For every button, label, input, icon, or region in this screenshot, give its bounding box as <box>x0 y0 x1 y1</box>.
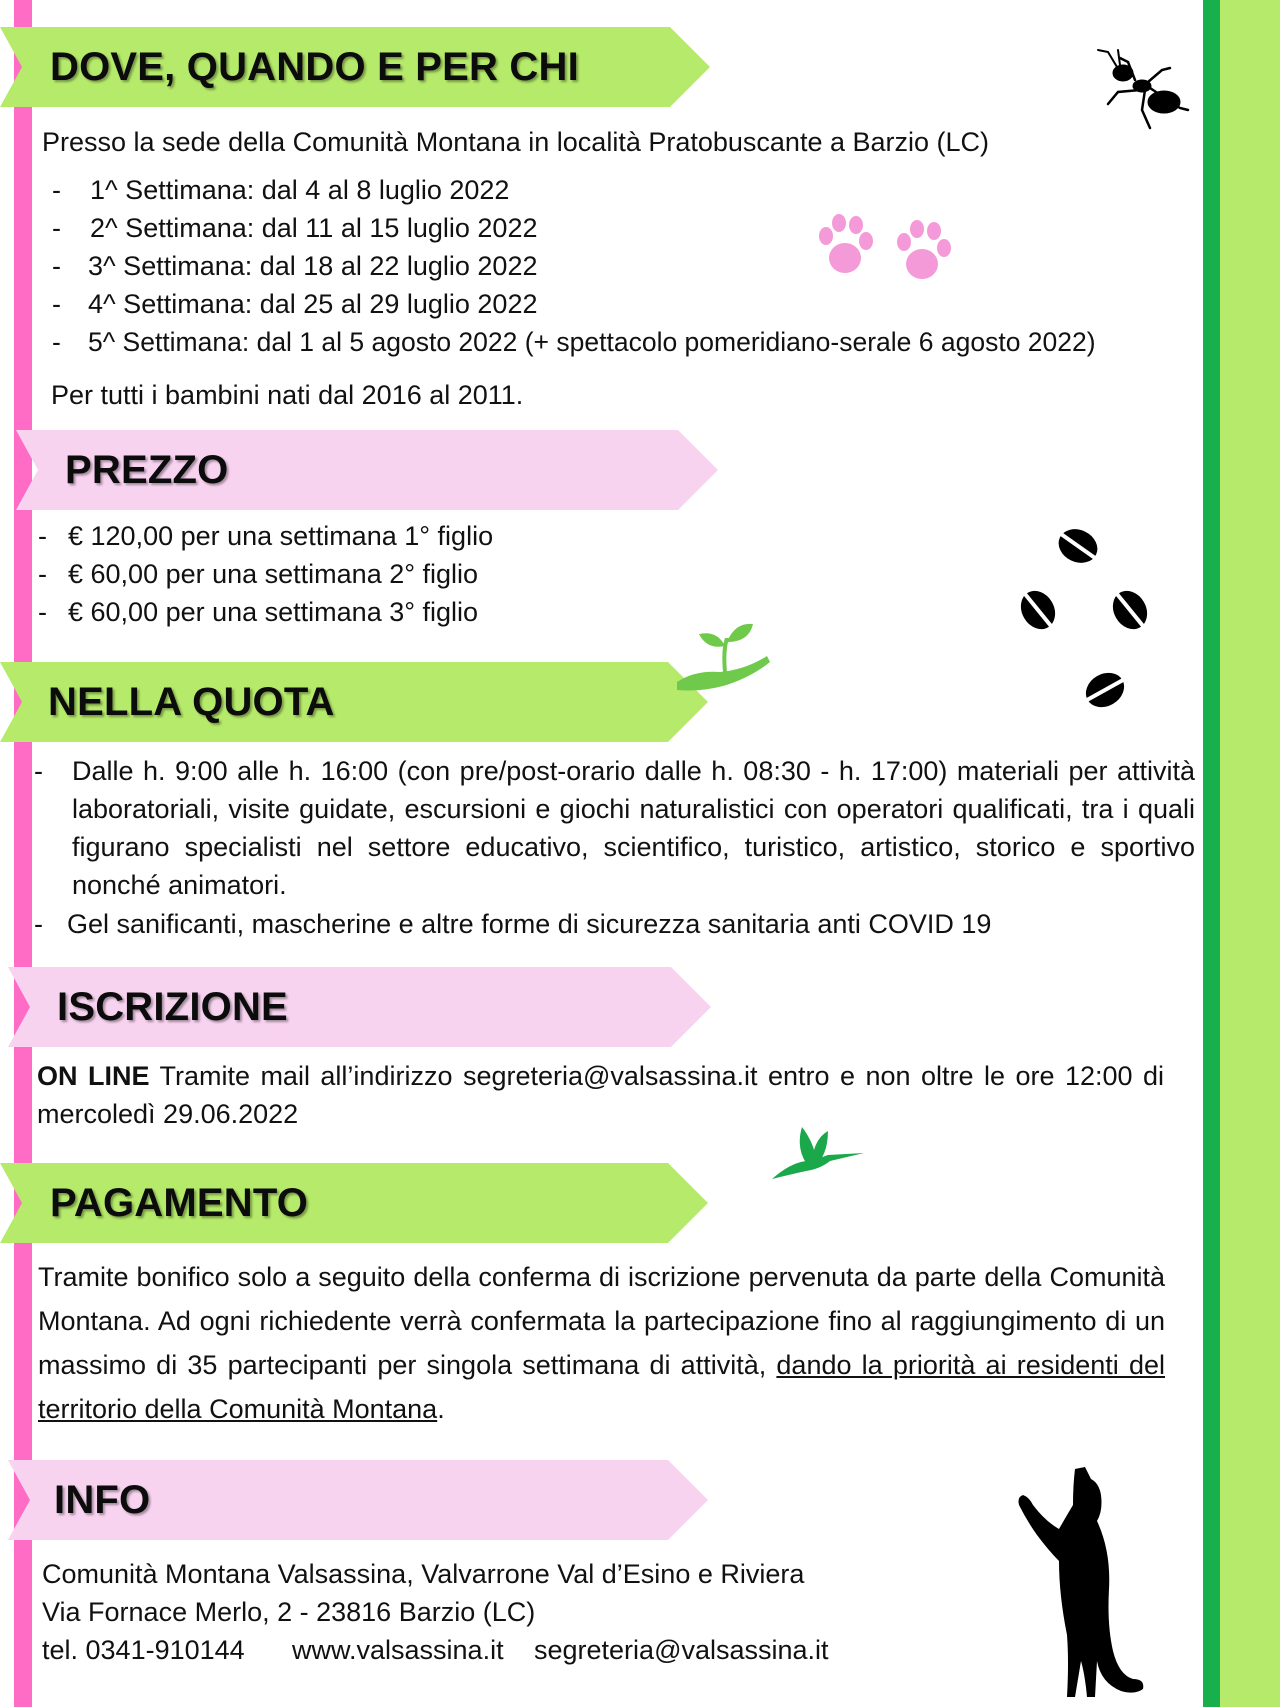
priority-note: dando la priorità ai residenti del territorio della Comunità Montana <box>38 1350 1165 1424</box>
section-title: ISCRIZIONE <box>57 985 288 1029</box>
plant-hand-icon <box>675 620 770 695</box>
audience-text: Per tutti i bambini nati dal 2016 al 2011. <box>51 380 524 410</box>
info-org: Comunità Montana Valsassina, Valvarrone Val d’Esino e Riviera <box>42 1559 805 1589</box>
section-banner-quota <box>0 662 708 742</box>
info-email[interactable]: segreteria@valsassina.it <box>534 1635 829 1665</box>
info-phone: tel. 0341-910144 <box>42 1635 245 1665</box>
section-title: INFO <box>54 1478 151 1522</box>
pagamento-text: Tramite bonifico solo a seguito della conferma di iscrizione pervenuta da parte della Comunità Montana. Ad ogni richiedente verrà confermata la partecipazione fino al raggiungimento di un massimo di 35 partecipanti per singola settimana di attività, dando la priorità ai residenti del territorio della Comunità Montana. <box>38 1262 1165 1424</box>
right-accent-bar-dark <box>1203 0 1220 1707</box>
hoof-prints-icon <box>1015 520 1165 720</box>
section-banner-prezzo <box>16 430 718 510</box>
ant-icon <box>1090 48 1190 133</box>
info-contacts <box>42 1631 829 1669</box>
right-accent-bar-light <box>1220 0 1280 1707</box>
iscrizione-text: ON LINE Tramite mail all’indirizzo segreteria@valsassina.it entro e non oltre le ore 12:00 di mercoledì 29.06.2022 <box>37 1061 1164 1129</box>
section-title: DOVE, QUANDO E PER CHI <box>50 45 579 89</box>
info-website[interactable]: www.valsassina.it <box>292 1635 504 1665</box>
section-banner-dove <box>0 27 710 107</box>
section-banner-info <box>8 1460 708 1540</box>
section-title: PREZZO <box>65 448 229 492</box>
info-address: Via Fornace Merlo, 2 - 23816 Barzio (LC) <box>42 1597 536 1627</box>
section-banner-pagamento <box>0 1163 708 1243</box>
paw-prints-icon <box>812 210 962 285</box>
section-title: NELLA QUOTA <box>48 680 335 724</box>
hummingbird-icon <box>772 1125 867 1180</box>
online-label: ON LINE <box>37 1061 150 1091</box>
section-title: PAGAMENTO <box>50 1181 309 1225</box>
left-accent-bar <box>14 0 32 1707</box>
location-text: Presso la sede della Comunità Montana in località Pratobuscante a Barzio (LC) <box>42 127 990 157</box>
section-banner-iscrizione <box>8 967 711 1047</box>
cat-silhouette-icon <box>1015 1465 1150 1700</box>
